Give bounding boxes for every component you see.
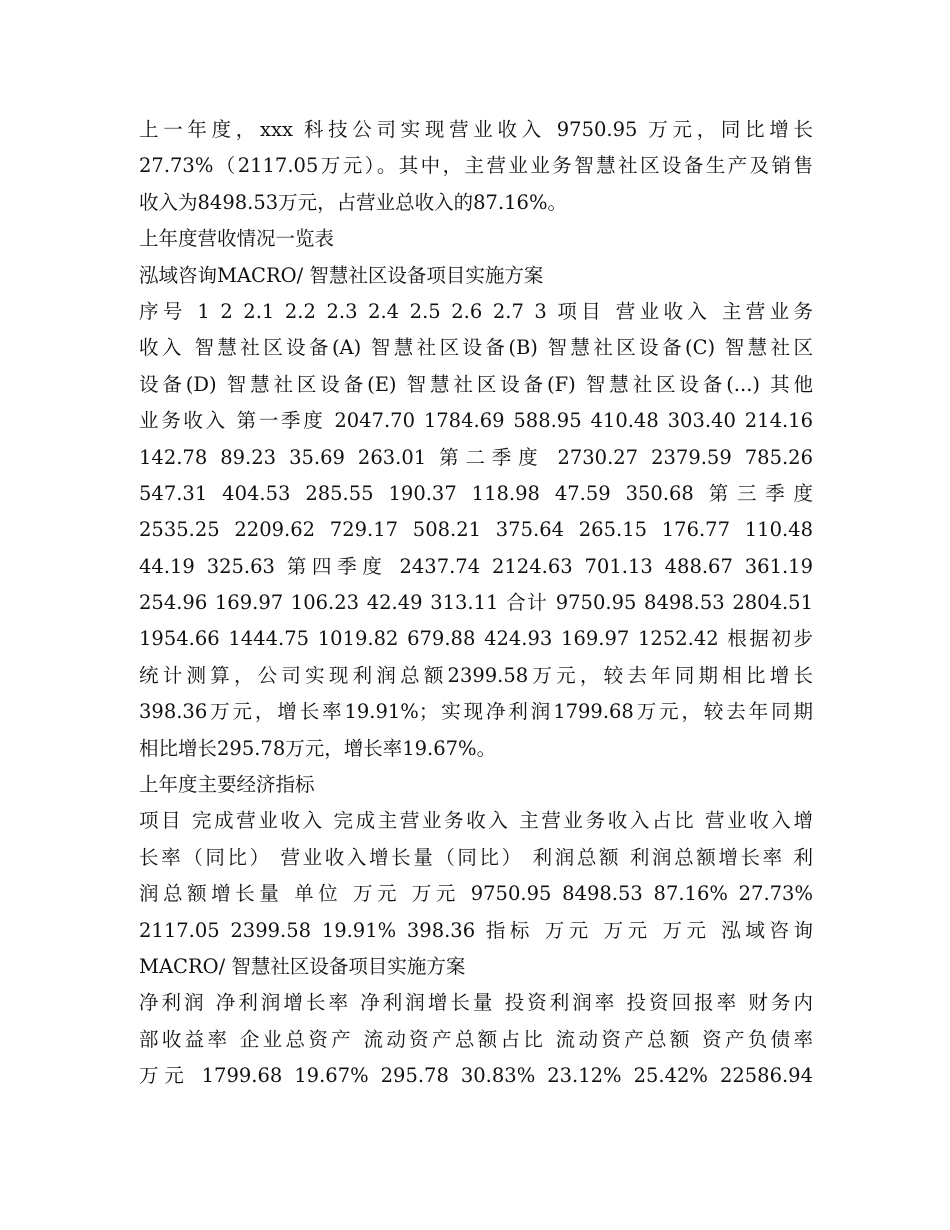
table-text-line: 万元 1799.68 19.67% 295.78 30.83% 23.12% 25.42% 22586.94 [139, 1064, 813, 1088]
table-text-line: 长率（同比） 营业收入增长量（同比） 利润总额 利润总额增长率 利 [139, 845, 813, 869]
table-text-line: 2535.25 2209.62 729.17 508.21 375.64 265.15 176.77 110.48 [139, 518, 813, 542]
paragraph-line-net-profit-growth: 相比增长295.78万元，增长率19.67%。 [139, 736, 497, 760]
table-text-line: 44.19 325.63 第四季度 2437.74 2124.63 701.13 488.67 361.19 [139, 554, 813, 578]
table-text-line: 业务收入 第一季度 2047.70 1784.69 588.95 410.48 303.40 214.16 [139, 409, 813, 433]
table-text-line: 序号 1 2 2.1 2.2 2.3 2.4 2.5 2.6 2.7 3 项目 营业收入 主营业务 [139, 299, 813, 323]
table-text-line: 254.96 169.97 106.23 42.49 313.11 合计 9750.95 8498.53 2804.51 [139, 591, 813, 615]
table-text-line: 净利润 净利润增长率 净利润增长量 投资利润率 投资回报率 财务内 [139, 991, 813, 1015]
table-text-line: 部收益率 企业总资产 流动资产总额占比 流动资产总额 资产负债率 [139, 1027, 813, 1051]
table-text-line: 设备(D) 智慧社区设备(E) 智慧社区设备(F) 智慧社区设备(...) 其他 [139, 372, 813, 396]
paragraph-line-profit-summary: 统计测算，公司实现利润总额2399.58万元，较去年同期相比增长 [139, 663, 813, 687]
section-heading-revenue-table: 上年度营收情况一览表 [139, 227, 335, 251]
running-header: MACRO/ 智慧社区设备项目实施方案 [139, 954, 466, 978]
paragraph-line-revenue-growth: 27.73%（2117.05万元）。其中，主营业业务智慧社区设备生产及销售 [139, 154, 813, 178]
document-page [139, 112, 813, 1095]
table-text-line: 项目 完成营业收入 完成主营业务收入 主营业务收入占比 营业收入增 [139, 809, 813, 833]
table-text-line: 547.31 404.53 285.55 190.37 118.98 47.59 350.68 第三季度 [139, 481, 813, 505]
paragraph-line-main-business-share: 收入为8498.53万元，占营业总收入的87.16%。 [139, 190, 567, 214]
section-heading-economic-indicators: 上年度主要经济指标 [139, 773, 315, 797]
table-text-line: 142.78 89.23 35.69 263.01 第二季度 2730.27 2379.59 785.26 [139, 445, 813, 469]
paragraph-line-revenue-summary: 上一年度，xxx 科技公司实现营业收入 9750.95 万元，同比增长 [139, 118, 813, 141]
table-text-line: 2117.05 2399.58 19.91% 398.36 指标 万元 万元 万元 泓域咨询 [139, 918, 813, 942]
paragraph-line-profit-growth: 398.36万元，增长率19.91%；实现净利润1799.68万元，较去年同期 [139, 700, 813, 724]
table-text-line: 1954.66 1444.75 1019.82 679.88 424.93 169.97 1252.42 根据初步 [139, 627, 813, 651]
table-text-line: 收入 智慧社区设备(A) 智慧社区设备(B) 智慧社区设备(C) 智慧社区 [139, 336, 813, 360]
table-text-line: 润总额增长量 单位 万元 万元 9750.95 8498.53 87.16% 27.73% [139, 882, 813, 906]
running-header: 泓域咨询MACRO/ 智慧社区设备项目实施方案 [139, 263, 544, 287]
